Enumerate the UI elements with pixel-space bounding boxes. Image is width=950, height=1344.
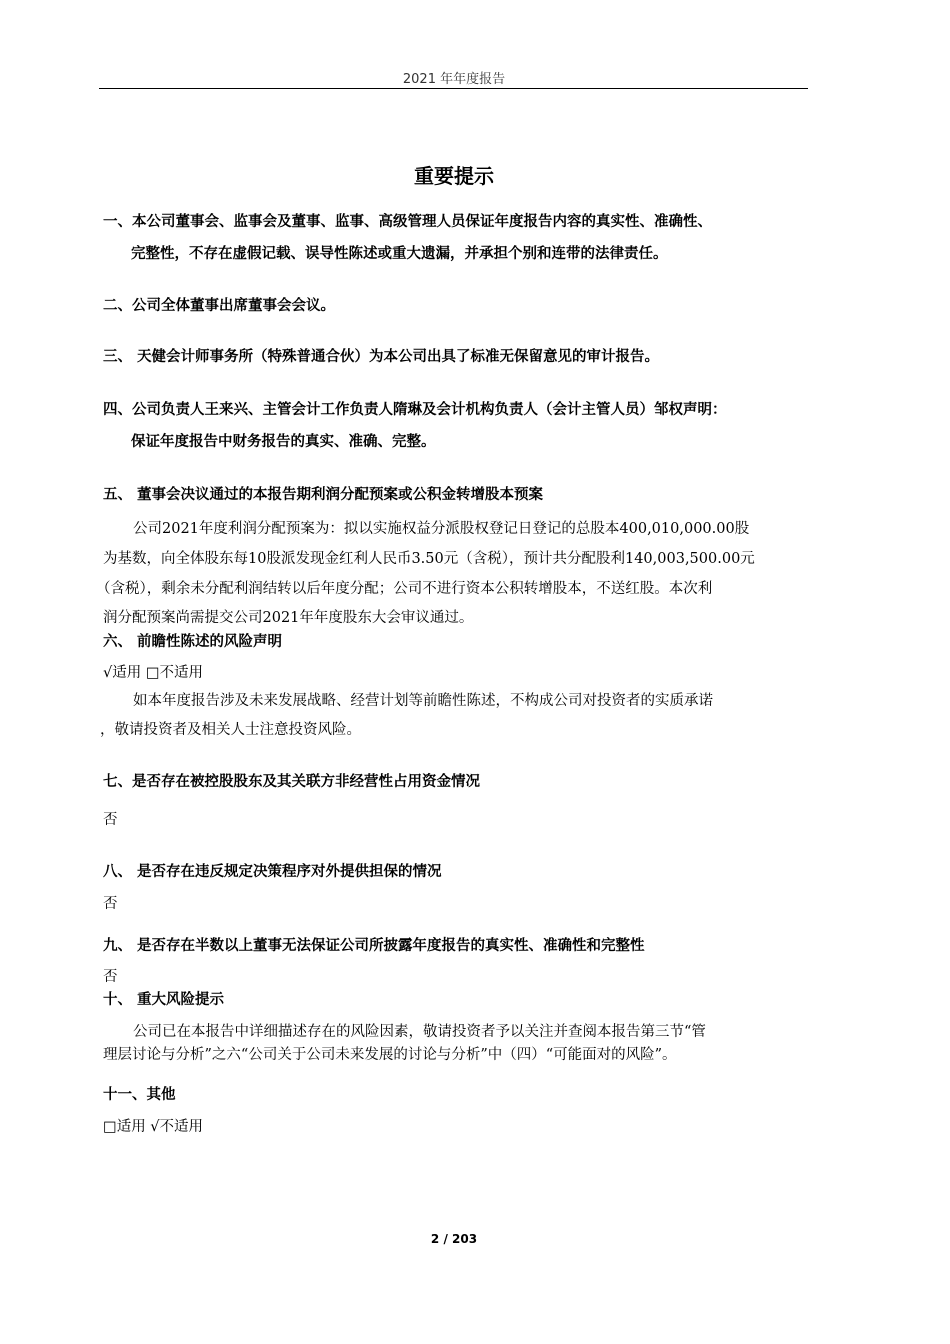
item10-paragraph-line2: 理层讨论与分析”之六“公司关于公司未来发展的讨论与分析”中（四）“可能面对的风险”。: [103, 1047, 677, 1063]
item1-line1: 一、本公司董事会、监事会及董事、监事、高级管理人员保证年度报告内容的真实性、准确性、: [103, 214, 712, 230]
item4-line2: 保证年度报告中财务报告的真实、准确、完整。: [131, 434, 436, 450]
item7-heading: 七、是否存在被控股股东及其关联方非经营性占用资金情况: [103, 774, 480, 790]
item8-answer: 否: [103, 896, 118, 912]
page-number: 2 / 203: [430, 1232, 478, 1246]
item6-paragraph-line2: ，敬请投资者及相关人士注意投资风险。: [100, 722, 361, 738]
item11-applicability: □适用 √不适用: [103, 1119, 204, 1135]
item5-heading: 五、 董事会决议通过的本报告期利润分配预案或公积金转增股本预案: [103, 487, 544, 503]
item4-line1: 四、公司负责人王来兴、主管会计工作负责人隋琳及会计机构负责人（会计主管人员）邹权声明：: [103, 402, 727, 418]
item5-paragraph-line4: 润分配预案尚需提交公司2021年年度股东大会审议通过。: [103, 610, 474, 626]
item1-line2: 完整性，不存在虚假记载、误导性陈述或重大遗漏，并承担个别和连带的法律责任。: [131, 246, 668, 262]
item5-paragraph-line1: 公司2021年度利润分配预案为：拟以实施权益分派股权登记日登记的总股本400,010,000.00股: [133, 521, 750, 537]
item6-applicability: √适用 □不适用: [103, 665, 204, 681]
item9-heading: 九、 是否存在半数以上董事无法保证公司所披露年度报告的真实性、准确性和完整性: [103, 938, 645, 954]
item2: 二、公司全体董事出席董事会会议。: [103, 298, 335, 314]
item6-paragraph-line1: 如本年度报告涉及未来发展战略、经营计划等前瞻性陈述，不构成公司对投资者的实质承诺: [133, 693, 713, 709]
item3: 三、 天健会计师事务所（特殊普通合伙）为本公司出具了标准无保留意见的审计报告。: [103, 349, 660, 365]
item7-answer: 否: [103, 812, 118, 828]
item5-paragraph-line3: （含税），剩余未分配利润结转以后年度分配；公司不进行资本公积转增股本，不送红股。本次利: [96, 581, 713, 597]
header-rule: [99, 88, 808, 89]
item9-answer: 否: [103, 969, 118, 985]
running-header: 2021 年年度报告: [402, 72, 506, 87]
item10-heading: 十、 重大风险提示: [103, 992, 225, 1008]
page-title: 重要提示: [414, 164, 494, 188]
item10-paragraph-line1: 公司已在本报告中详细描述存在的风险因素，敬请投资者予以关注并查阅本报告第三节“管: [133, 1024, 706, 1040]
item5-paragraph-line2: 为基数，向全体股东每10股派发现金红利人民币3.50元（含税），预计共分配股利140,003,500.00元: [103, 551, 755, 567]
item8-heading: 八、 是否存在违反规定决策程序对外提供担保的情况: [103, 864, 442, 880]
item11-heading: 十一、其他: [103, 1087, 176, 1103]
item6-heading: 六、 前瞻性陈述的风险声明: [103, 634, 283, 650]
